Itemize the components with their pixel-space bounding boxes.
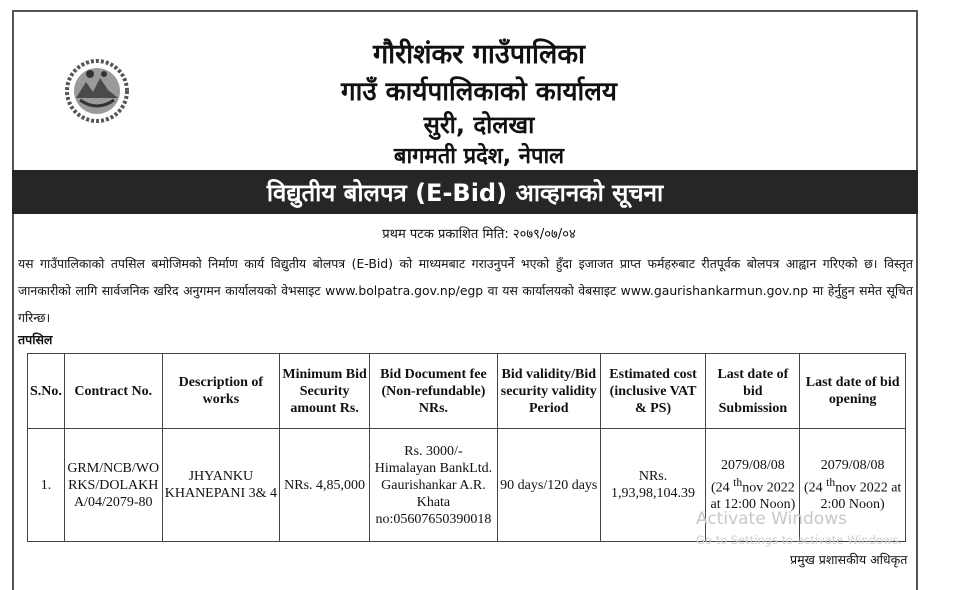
- cell-bid-security: NRs. 4,85,000: [280, 429, 370, 542]
- opening-rest: nov 2022 at 2:00 Noon): [820, 480, 902, 513]
- header-estimated-cost: Estimated cost (inclusive VAT & PS): [600, 354, 706, 429]
- cell-contract-no: GRM/NCB/WORKS/DOLAKHA/04/2079-80: [64, 429, 162, 542]
- cell-doc-fee: [369, 429, 497, 542]
- opening-day: (24: [803, 480, 823, 496]
- cell-sno: 1.: [28, 429, 65, 542]
- submission-detail: [708, 474, 797, 514]
- header-bid-security: Minimum Bid Security amount Rs.: [280, 354, 370, 429]
- cell-validity: 90 days/120 days: [497, 429, 600, 542]
- notice-title-banner: विद्युतीय बोलपत्र (E-Bid) आव्हानको सूचना: [12, 170, 918, 214]
- opening-detail: [802, 474, 903, 514]
- header-description: Description of works: [162, 354, 280, 429]
- header-validity: Bid validity/Bid security validity Period: [497, 354, 600, 429]
- cell-estimated-cost: NRs. 1,93,98,104.39: [600, 429, 706, 542]
- header-opening-date: Last date of bid opening: [800, 354, 906, 429]
- doc-fee-amount: Rs. 3000/-: [404, 443, 463, 459]
- schedule-label: तपसिल: [18, 332, 53, 347]
- activation-watermark-title: Activate Windows: [696, 509, 847, 529]
- header-sno: S.No.: [28, 354, 65, 429]
- signoff-title: प्रमुख प्रशासकीय अधिकृत: [790, 552, 908, 567]
- header-submission-date: Last date of bid Submission: [706, 354, 800, 429]
- submission-date: 2079/08/08: [720, 457, 785, 473]
- municipality-name: गौरीशंकर गाउँपालिका: [372, 39, 586, 70]
- province-name: बागमती प्रदेश, नेपाल: [393, 144, 565, 169]
- office-address: सुरी, दोलखा: [423, 111, 535, 139]
- table-header-row: [28, 354, 906, 429]
- opening-date: 2079/08/08: [820, 457, 885, 473]
- opening-sup: th: [826, 475, 836, 489]
- publication-date: प्रथम पटक प्रकाशित मिति: २०७९/०७/०४: [382, 227, 576, 242]
- office-name: गाउँ कार्यपालिकाको कार्यालय: [341, 77, 617, 107]
- doc-fee-bank: Himalayan BankLtd. Gaurishankar A.R. Khata no:05607650390018: [374, 460, 493, 527]
- notice-paragraph: यस गाउँपालिकाको तपसिल बमोजिमको निर्माण कार्य विद्युतीय बोलपत्र (E-Bid) को माध्यमबाट गराउनुपर्ने भएको हुँदा इजाजत प्राप्त फर्महरुबाट रीतपूर्वक बोलपत्र आह्वान गरिएको छ। विस्तृत जानकारीको लागि सार्वजनिक खरिद अनुगमन कार्यालयको वेभसाइट www.bolpatra.gov.np/egp वा यस कार्यालयको वेबसाइट www.gaurishankarmun.gov.np मा हेर्नुहुन समेत सूचित गरिन्छ।: [18, 256, 913, 325]
- submission-rest: nov 2022 at 12:00 Noon): [710, 480, 796, 513]
- submission-sup: th: [733, 475, 743, 489]
- submission-day: (24: [710, 480, 730, 496]
- header-contract-no: Contract No.: [64, 354, 162, 429]
- header-doc-fee: Bid Document fee (Non-refundable) NRs.: [369, 354, 497, 429]
- cell-description: JHYANKU KHANEPANI 3& 4: [162, 429, 280, 542]
- activation-watermark-subtitle: Go to Settings to activate Windows.: [696, 533, 902, 547]
